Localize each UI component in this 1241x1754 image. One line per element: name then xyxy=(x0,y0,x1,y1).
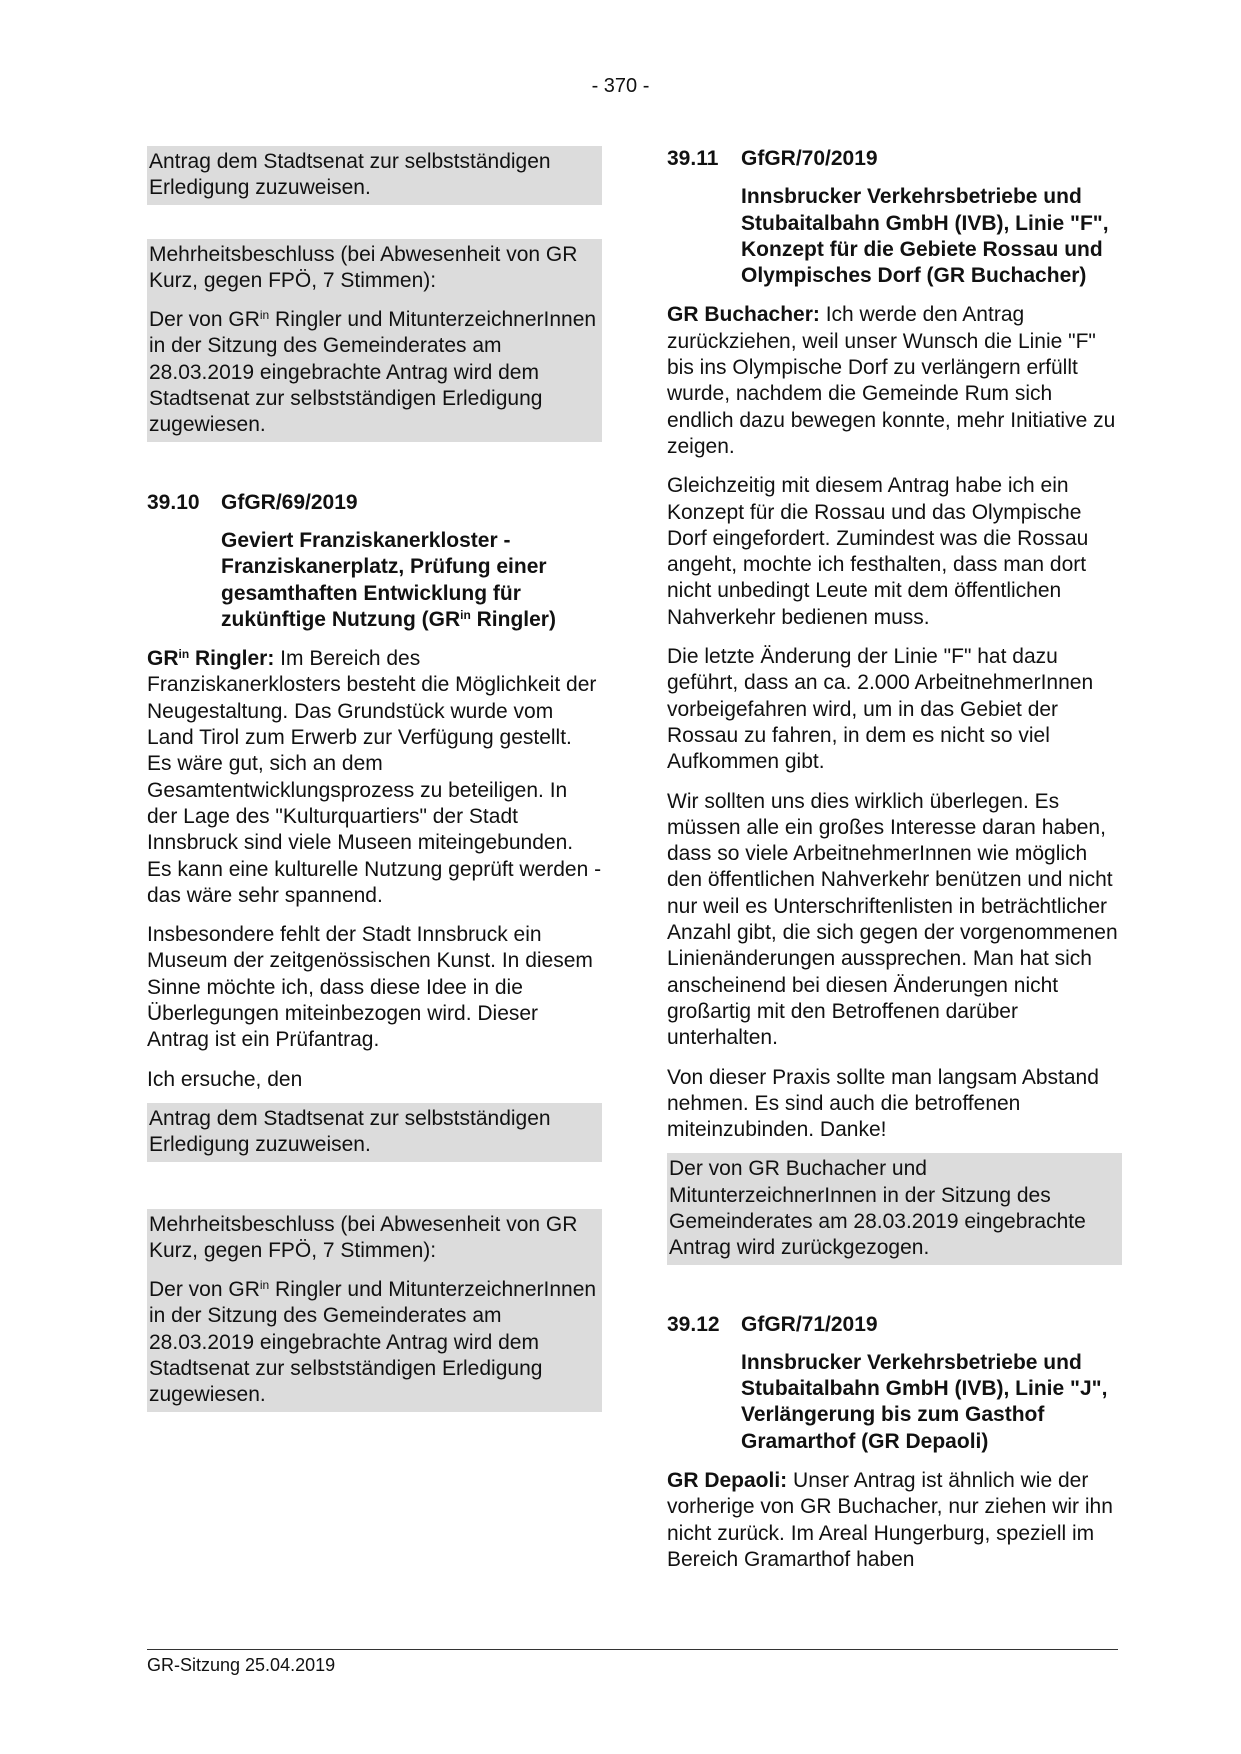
page-number: - 370 - xyxy=(591,75,650,97)
decision-text: Antrag dem Stadtsenat zur selbstständigen Erledigung zuzuweisen. xyxy=(149,1106,551,1157)
item-number: 39.10 xyxy=(147,490,200,514)
item-topic: Innsbrucker Verkehrsbetriebe und Stubaitalbahn GmbH (IVB), Linie "J", Verlängerung bis zum Gasthof Gramarthof (GR Depaoli) xyxy=(741,1350,1108,1453)
decision-text: Antrag dem Stadtsenat zur selbstständigen Erledigung zuzuweisen. xyxy=(149,150,551,200)
resolution-box xyxy=(147,239,602,442)
footer-text: GR-Sitzung 25.04.2019 xyxy=(147,1655,336,1675)
speech-paragraph: Ich ersuche, den xyxy=(147,1067,303,1091)
resolution-vote: Mehrheitsbeschluss (bei Abwesenheit von GR Kurz, gegen FPÖ, 7 Stimmen): xyxy=(149,242,578,292)
speaker-name: GR Depaoli: xyxy=(667,1469,788,1493)
speech-paragraph: Insbesondere fehlt der Stadt Innsbruck ein Museum der zeitgenössischen Kunst. In diesem Sinne möchte ich, dass diese Idee in die Überlegungen miteinbezogen wird. Dieser Antrag ist ein Prüfantrag. xyxy=(147,923,593,1052)
item-heading-39-11 xyxy=(667,146,1122,172)
footer-divider xyxy=(147,1649,1118,1650)
resolution-vote: Mehrheitsbeschluss (bei Abwesenheit von GR Kurz, gegen FPÖ, 7 Stimmen): xyxy=(149,1212,578,1262)
speaker-name: GR Buchacher: xyxy=(667,303,820,327)
item-code: GfGR/71/2019 xyxy=(741,1312,878,1336)
decision-box xyxy=(147,146,602,205)
item-code: GfGR/69/2019 xyxy=(221,490,358,514)
speech-paragraph: GR Depaoli: Unser Antrag ist ähnlich wie der vorherige von GR Buchacher, nur ziehen wir ihn nicht zurück. Im Areal Hungerburg, speziell im Bereich Gramarthof haben xyxy=(667,1469,1113,1571)
speech-paragraph: $GR^{in}$ Ringler: Im Bereich des Franziskanerklosters besteht die Möglichkeit der Neugestaltung. Das Grundstück wurde vom Land Tirol zum Erwerb zur Verfügung gestellt. Es wäre gut, sich an dem Gesamtentwicklungsprozess zu beteiligen. In der Lage des "Kulturquartiers" der Stadt Innsbruck sind viele Museen miteingebunden. Es kann eine kulturelle Nutzung geprüft werden - das wäre sehr spannend. xyxy=(147,647,602,907)
speaker-name: $GR^{in}$ Ringler: xyxy=(147,647,275,671)
item-number: 39.11 xyxy=(667,147,719,170)
speech-paragraph: Gleichzeitig mit diesem Antrag habe ich ein Konzept für die Rossau und das Olympische Dorf eingefordert. Zumindest was die Rossau angeht, mochte ich festhalten, dass man dort nicht unbedingt Leute mit dem öffentlichen Nahverkehr bedienen muss. xyxy=(667,474,1089,629)
speech-paragraph: Wir sollten uns dies wirklich überlegen. Es müssen alle ein großes Interesse daran haben, dass so viele ArbeitnehmerInnen wie möglich den öffentlichen Nahverkehr benützen und nicht nur weil es Unterschriftenlisten in beträchtlicher Anzahl gibt, die sich gegen der vorgenommenen Linienänderungen aussprechen. Man hat sich anscheinend bei diesen Änderungen nicht großartig mit den Betroffenen darüber unterhalten. xyxy=(667,789,1118,1050)
item-topic: Geviert Franziskanerkloster - Franziskanerplatz, Prüfung einer gesamthaften Entwicklung für zukünftige Nutzung ($GR^{in}$ Ringler) xyxy=(221,528,556,631)
speech-paragraph: Von dieser Praxis sollte man langsam Abstand nehmen. Es sind auch die betroffenen miteinzubinden. Danke! xyxy=(667,1065,1099,1142)
decision-box xyxy=(147,1103,602,1162)
left-column xyxy=(147,146,602,1412)
item-number: 39.12 xyxy=(667,1312,720,1336)
right-column xyxy=(667,146,1122,1573)
speech-paragraph: GR Buchacher: Ich werde den Antrag zurückziehen, weil unser Wunsch die Linie "F" bis ins Olympische Dorf zu verlängern erfüllt wurde, nachdem die Gemeinde Rum sich endlich dazu bewegen konnte, mehr Initiative zu zeigen. xyxy=(667,303,1116,458)
resolution-text: Der von $GR^{in}$ Ringler und MitunterzeichnerInnen in der Sitzung des Gemeinderates am 28.03.2019 eingebrachte Antrag wird dem Stadtsenat zur selbstständigen Erledigung zugewiesen. xyxy=(149,308,597,437)
item-code: GfGR/70/2019 xyxy=(741,147,878,170)
resolution-text: Der von GR Buchacher und MitunterzeichnerInnen in der Sitzung des Gemeinderates am 28.03.2019 eingebrachte Antrag wird zurückgezogen. xyxy=(669,1157,1086,1260)
resolution-text: Der von $GR^{in}$ Ringler und MitunterzeichnerInnen in der Sitzung des Gemeinderates am 28.03.2019 eingebrachte Antrag wird dem Stadtsenat zur selbstständigen Erledigung zugewiesen. xyxy=(149,1278,597,1407)
resolution-box xyxy=(147,1209,602,1412)
resolution-box xyxy=(667,1153,1122,1264)
item-topic: Innsbrucker Verkehrsbetriebe und Stubaitalbahn GmbH (IVB), Linie "F", Konzept für die Gebiete Rossau und Olympisches Dorf (GR Buchacher) xyxy=(741,185,1109,288)
item-heading-39-10 xyxy=(147,490,602,516)
item-heading-39-12 xyxy=(667,1312,1122,1338)
speech-paragraph: Die letzte Änderung der Linie "F" hat dazu geführt, dass an ca. 2.000 ArbeitnehmerInnen vorbeigefahren wird, um in das Gebiet der Rossau zu fahren, in dem es nicht so viel Aufkommen gibt. xyxy=(667,645,1094,774)
